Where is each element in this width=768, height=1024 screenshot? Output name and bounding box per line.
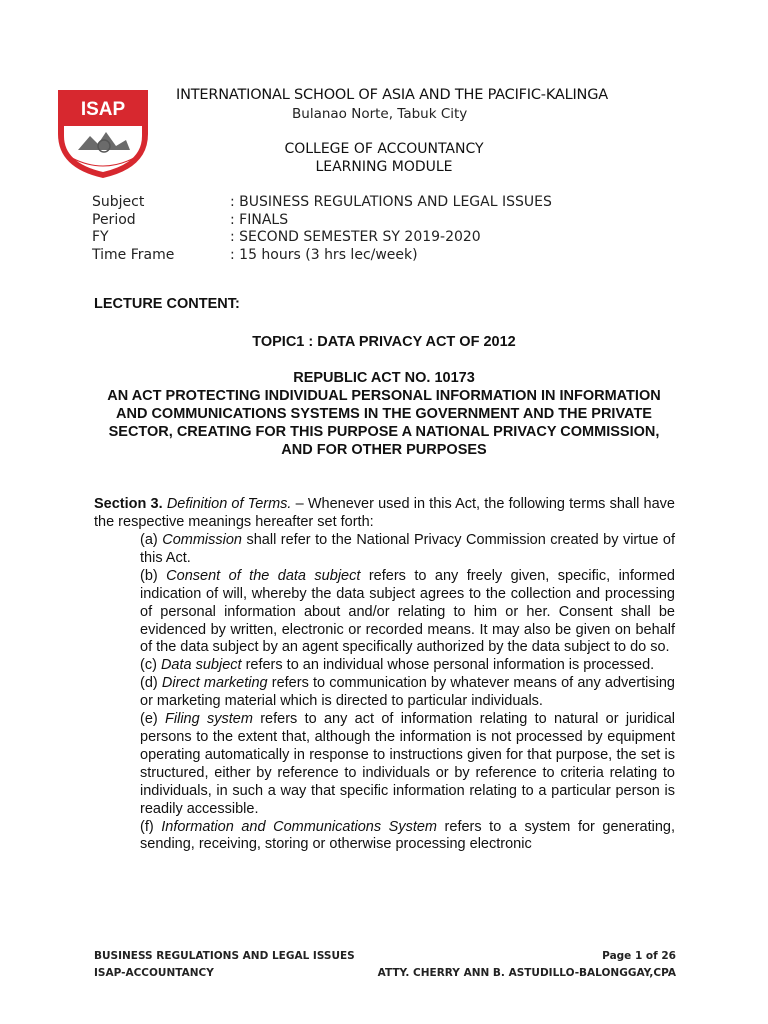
definition-item	[140, 819, 675, 855]
section-heading	[94, 495, 675, 531]
page-prefix: Page	[602, 950, 635, 962]
definition-item	[140, 657, 675, 675]
topic-title: TOPIC1 : DATA PRIVACY ACT OF 2012	[252, 334, 516, 350]
definitions-list	[140, 532, 675, 854]
college-name: COLLEGE OF ACCOUNTANCY	[284, 141, 484, 157]
definition-text: refers to a system for generating, sending, receiving, storing or otherwise processing electronic	[140, 818, 675, 853]
info-value: : BUSINESS REGULATIONS AND LEGAL ISSUES	[230, 194, 552, 210]
definition-letter: (e)	[140, 711, 166, 728]
definition-term: Commission	[162, 532, 242, 548]
info-label: Period	[92, 211, 136, 228]
republic-act-number: REPUBLIC ACT NO. 10173	[293, 370, 475, 386]
definition-letter: (b)	[140, 567, 167, 584]
definition-term: Data subject	[160, 657, 242, 674]
info-label: FY	[92, 229, 109, 246]
page-current: 1	[634, 950, 643, 962]
info-value: : 15 hours (3 hrs lec/week)	[230, 247, 418, 264]
footer-author: ATTY. CHERRY ANN B. ASTUDILLO-BALONGGAY,CPA	[377, 967, 676, 979]
page-number	[602, 950, 676, 962]
footer-department: ISAP-ACCOUNTANCY	[94, 967, 214, 979]
section-intro: – Whenever used in this Act, the following terms shall have the respective meanings hereafter set forth:	[94, 496, 675, 530]
definition-item	[140, 568, 675, 658]
definition-term: Consent of the data subject	[166, 567, 361, 584]
definition-item	[140, 532, 675, 568]
definition-item	[140, 711, 675, 818]
lecture-heading: LECTURE CONTENT:	[94, 296, 240, 312]
page-mid: of	[642, 950, 662, 962]
footer-subject: BUSINESS REGULATIONS AND LEGAL ISSUES	[94, 950, 355, 962]
module-info	[92, 194, 552, 265]
footer-line-1	[94, 950, 676, 962]
school-location: Bulanao Norte, Tabuk City	[292, 106, 468, 122]
info-row	[92, 247, 552, 265]
definition-item	[140, 675, 675, 711]
definition-term: Information and Communications System	[161, 818, 437, 835]
definition-term: Direct marketing	[161, 675, 268, 692]
logo-text: ISAP	[80, 99, 126, 120]
section-title: Definition of Terms.	[166, 496, 292, 512]
definition-text: shall refer to the National Privacy Commission created by virtue of this Act.	[140, 532, 675, 566]
definition-letter: (a)	[140, 532, 163, 548]
info-value: : FINALS	[230, 211, 289, 228]
definition-term: Filing system	[165, 711, 253, 728]
school-name: INTERNATIONAL SCHOOL OF ASIA AND THE PACIFIC-KALINGA	[176, 87, 608, 103]
definition-text: refers to communication by whatever means of any advertising or marketing material which is directed to particular individuals.	[140, 675, 675, 710]
info-value: : SECOND SEMESTER SY 2019-2020	[230, 229, 481, 246]
definition-letter: (c)	[140, 657, 161, 674]
definition-text: refers to any freely given, specific, informed indication of will, whereby the data subject agrees to the collection and processing of personal information about and/or relating to him or her. Consent shall be evidenced by written, electronic or recorded means. It may also be given on behalf of the data subject by an agent specifically authorized by the data subject to do so.	[140, 567, 675, 656]
definition-letter: (d)	[140, 675, 162, 692]
section-label: Section 3.	[94, 496, 163, 512]
definition-letter: (f)	[140, 818, 162, 835]
module-title: LEARNING MODULE	[315, 159, 453, 175]
info-label: Time Frame	[92, 247, 175, 264]
info-row	[92, 212, 552, 230]
footer-line-2	[94, 967, 676, 979]
info-row	[92, 194, 552, 212]
definition-text: refers to any act of information relating to natural or juridical persons to the extent that, although the information is not processed by equipment operating automatically in response to instructions given for that purpose, the set is structured, either by reference to individuals or by reference to criteria relating to individuals, in such a way that specific information relating to a particular person is readily accessible.	[140, 711, 675, 817]
page-total: 26	[661, 950, 676, 962]
info-row	[92, 229, 552, 247]
act-title: AN ACT PROTECTING INDIVIDUAL PERSONAL INFORMATION IN INFORMATION AND COMMUNICATIONS SYSTEMS IN THE GOVERNMENT AND THE PRIVATE SECTOR, CREATING FOR THIS PURPOSE A NATIONAL PRIVACY COMMISSION, AND FOR OTHER PURPOSES	[107, 388, 661, 458]
definition-text: refers to an individual whose personal information is processed.	[241, 657, 655, 674]
info-label: Subject	[92, 194, 145, 210]
